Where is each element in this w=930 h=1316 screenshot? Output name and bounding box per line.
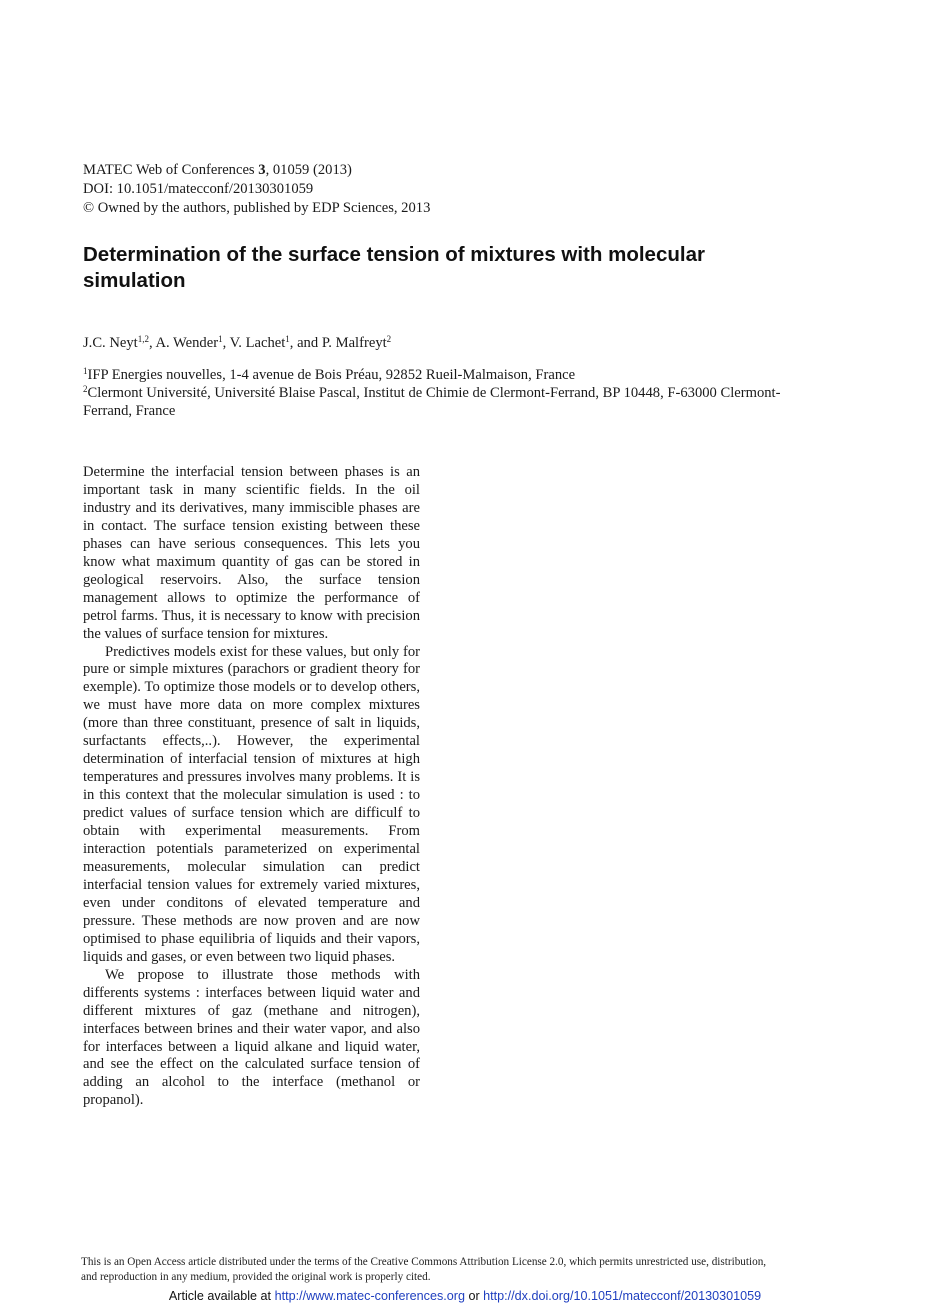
affiliation-list: [83, 366, 783, 420]
license-line: and reproduction in any medium, provided the original work is properly cited.: [81, 1270, 431, 1283]
journal-header: [83, 161, 430, 218]
affiliation-number: 2: [83, 384, 88, 394]
abstract-body: [83, 464, 420, 1110]
journal-citation: MATEC Web of Conferences 3, 01059 (2013): [83, 162, 352, 178]
author-affiliation-marker: 1: [218, 334, 223, 344]
author-name: V. Lachet: [229, 335, 286, 351]
matec-conferences-link[interactable]: http://www.matec-conferences.org: [274, 1289, 465, 1303]
author-name: A. Wender: [155, 335, 219, 351]
journal-volume: 3: [258, 162, 266, 178]
affiliation-item: $^1$IFP Energies nouvelles, 1-4 avenue de Bois Préau, 92852 Rueil-Malmaison, France: [83, 366, 576, 383]
abstract-paragraph: Predictives models exist for these values, but only for pure or simple mixtures (parachors or gradient theory for exemple). To optimize those models or to develop others, we must have more data on more complex mixtures (more than three constituant, presence of salt in liquids, surfactants effects,..). However, the experimental determination of interfacial tension of mixtures at high temperatures and pressures involves many problems. It is in this context that the molecular simulation is used : to predict values of surface tension which are difficulf to obtain with experimental measurements. From interaction potentials parameterized on experimental measurements, molecular simulation can predict interfacial tension values for extremely varied mixtures, even under conditons of elevated temperature and pressure. These methods are now proven and are now optimised to phase equilibria of liquids and their vapors, liquids and gases, or even between two liquid phases.: [83, 643, 420, 965]
author-name: P. Malfreyt: [321, 335, 387, 351]
abstract-paragraph: We propose to illustrate those methods with differents systems : interfaces between liquid water and different mixtures of gaz (methane and nitrogen), interfaces between brines and their water vapor, and also for interfaces between a liquid alkane and liquid water, and see the effect on the calculated surface tension of adding an alcohol to the interface (methanol or propanol).: [83, 966, 420, 1109]
author-name: J.C. Neyt: [83, 335, 138, 351]
affiliation-number: 1: [83, 366, 88, 376]
author-affiliation-marker: 1,2: [137, 334, 149, 344]
doi-link[interactable]: http://dx.doi.org/10.1051/matecconf/20130301059: [483, 1289, 762, 1303]
author-affiliation-marker: 1: [285, 334, 290, 344]
author-affiliation-marker: 2: [386, 334, 392, 344]
abstract-paragraph: Determine the interfacial tension between phases is an important task in many scientific fields. In the oil industry and its derivatives, many immiscible phases are in contact. The surface tension existing between these phases can have serious consequences. This lets you know what maximum quantity of gas can be stored in geological reservoirs. Also, the surface tension management allows to optimize the performance of petrol farms. Thus, it is necessary to know with precision the values of surface tension for mixtures.: [83, 464, 420, 642]
journal-doi: DOI: 10.1051/matecconf/20130301059: [83, 181, 314, 197]
journal-copyright: © Owned by the authors, published by EDP Sciences, 2013: [83, 200, 431, 216]
affiliation-item: $^2$Clermont Université, Université Blaise Pascal, Institut de Chimie de Clermont-Ferrand, BP 10448, F-63000 Clermont-Ferrand, France: [83, 384, 781, 419]
paper-title: Determination of the surface tension of mixtures with molecular simulation: [83, 243, 705, 292]
license-notice: [81, 1255, 851, 1284]
license-line: This is an Open Access article distributed under the terms of the Creative Commons Attribution License 2.0, which permits unrestricted use, distribution,: [81, 1256, 767, 1268]
author-list: J.C. Neyt$^{1,2}$, A. Wender$^1$, V. Lachet$^1$, and P. Malfreyt$^2$: [83, 334, 392, 351]
availability-footer: Article available at http://www.matec-conferences.org or http://dx.doi.org/10.1051/matecconf/20130301059: [168, 1289, 762, 1303]
